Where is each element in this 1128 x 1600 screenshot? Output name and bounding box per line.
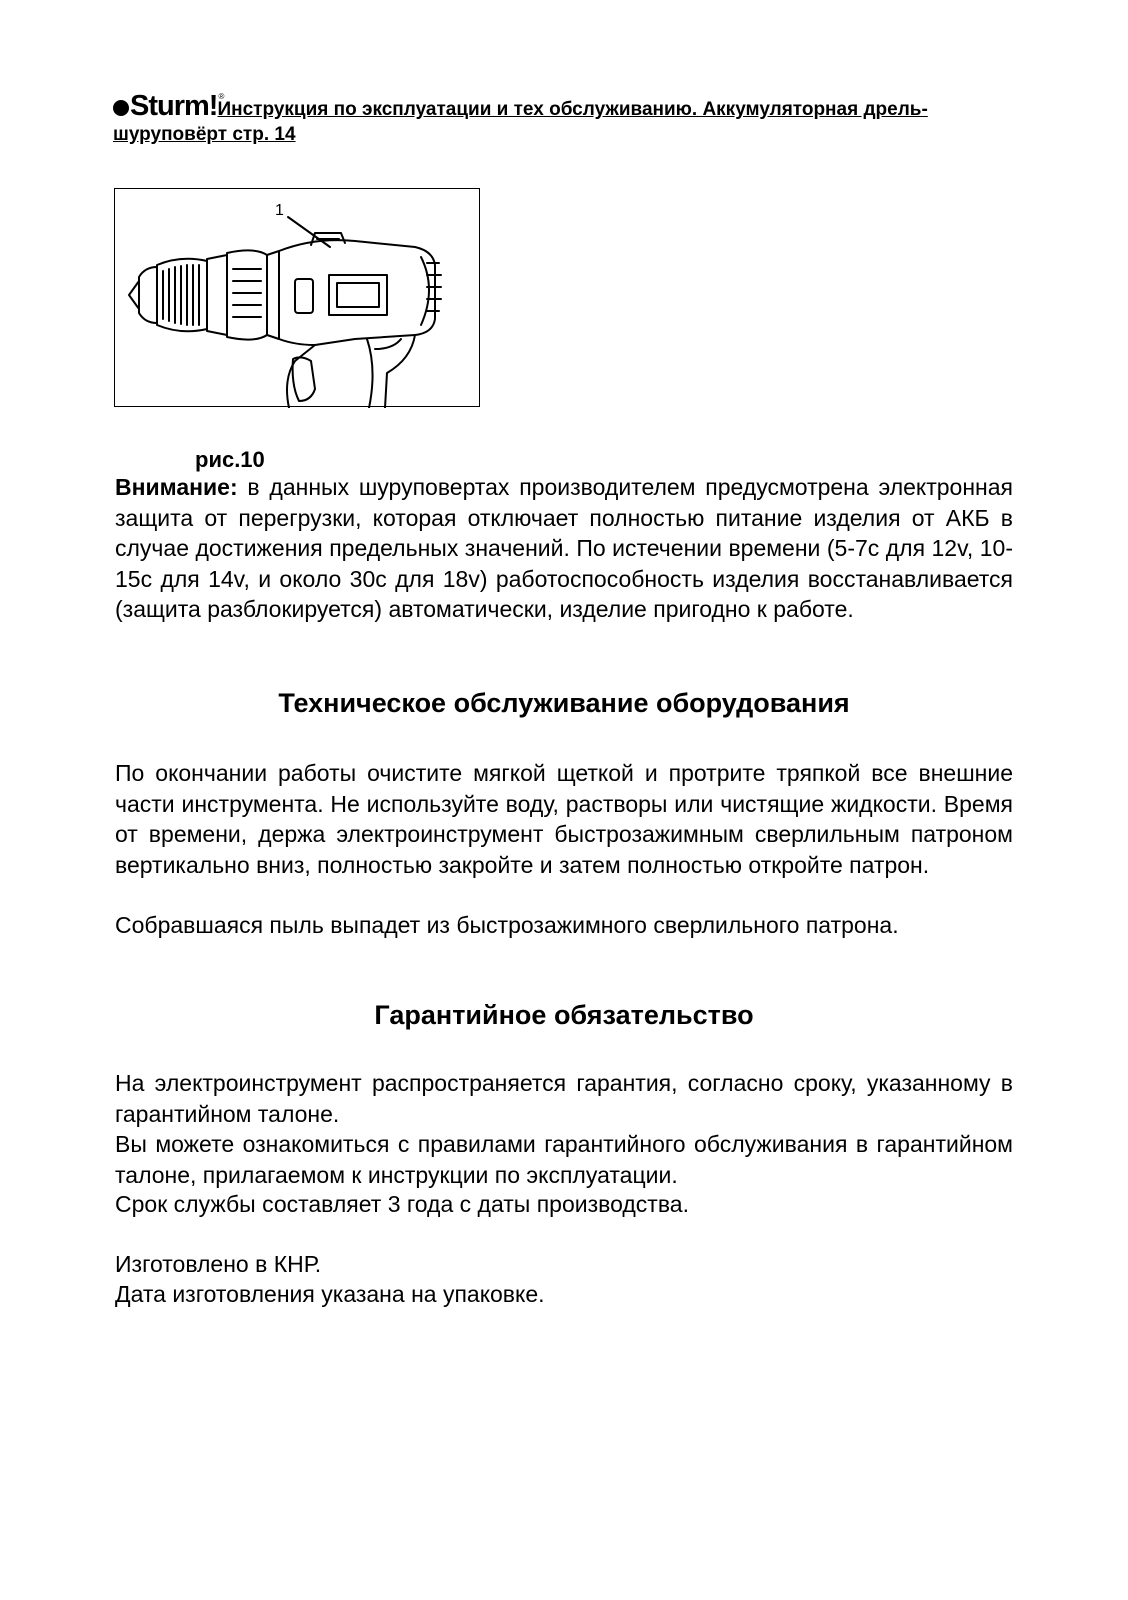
maintenance-paragraph-2: Собравшаяся пыль выпадет из быстрозажимного сверлильного патрона. bbox=[115, 912, 899, 938]
logo-dot-icon bbox=[113, 100, 129, 116]
callout-number: 1 bbox=[275, 202, 284, 219]
date-note-text: Дата изготовления указана на упаковке. bbox=[115, 1281, 545, 1307]
drill-figure bbox=[114, 188, 480, 407]
attention-label: Внимание: bbox=[115, 474, 238, 500]
made-in-text: Изготовлено в КНР. bbox=[115, 1251, 322, 1277]
warranty-paragraph-1: На электроинструмент распространяется гарантия, согласно сроку, указанному в гарантийном талоне. bbox=[115, 1070, 1013, 1127]
figure-caption: рис.10 bbox=[195, 447, 265, 472]
page-header bbox=[113, 90, 1013, 147]
attention-text: в данных шуруповертах производителем предусмотрена электронная защита от перегрузки, которая отключает полностью питание изделия от АКБ в случае достижения предельных значений. По истечении времени (5-7с для 12v, 10-15с для 14v, и около 30с для 18v) работоспособность изделия восстанавливается (защита разблокируется) автоматически, изделие пригодно к работе. bbox=[115, 474, 1013, 622]
drill-illustration bbox=[115, 189, 481, 408]
attention-paragraph bbox=[115, 472, 1013, 625]
header-title: Инструкция по эксплуатации и тех обслуживанию. Аккумуляторная дрель-шуруповёрт стр. 14 bbox=[113, 99, 928, 145]
maintenance-heading: Техническое обслуживание оборудования bbox=[278, 688, 850, 718]
warranty-heading: Гарантийное обязательство bbox=[374, 1000, 754, 1030]
warranty-paragraph-3: Срок службы составляет 3 года с даты производства. bbox=[115, 1191, 689, 1217]
maintenance-paragraph-1: По окончании работы очистите мягкой щеткой и протрите тряпкой все внешние части инструмента. Не используйте воду, растворы или чистящие жидкости. Время от времени, держа электроинструмент быстрозажимным сверлильным патроном вертикально вниз, полностью закройте и затем полностью откройте патрон. bbox=[115, 760, 1013, 878]
warranty-paragraph-2: Вы можете ознакомиться с правилами гарантийного обслуживания в гарантийном талоне, прилагаемом к инструкции по эксплуатации. bbox=[115, 1131, 1013, 1188]
sturm-logo: Sturm! ® bbox=[113, 94, 217, 122]
